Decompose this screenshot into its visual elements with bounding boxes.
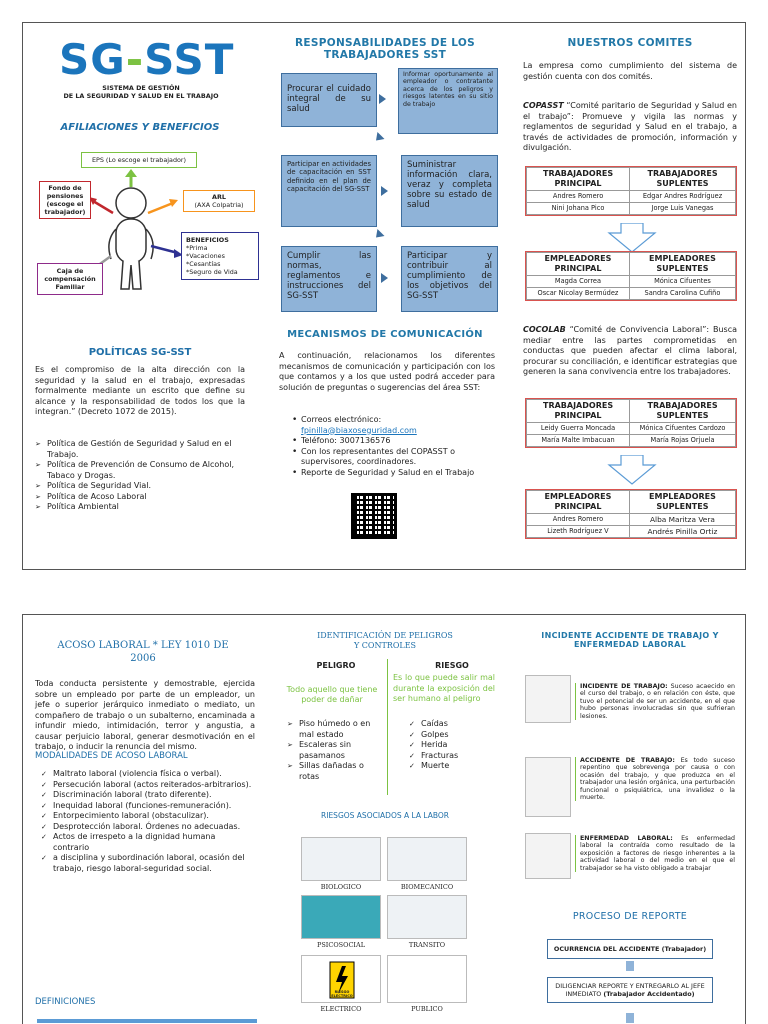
flow-step-2: Informar oportunamente al empleador o contratante acerca de los peligros y riesgos latentes en su sitio de trabajo [398, 68, 498, 134]
ident-title-line1: IDENTIFICACIÓN DE PELIGROS [317, 631, 453, 640]
riesgo-item: ✓ Muerte [409, 761, 495, 772]
peligro-definition: Todo aquello que tiene poder de dañar [286, 685, 378, 704]
politica-item: ➢ Política de Seguridad Vial. [35, 481, 247, 492]
flow-arrow-right [381, 273, 388, 283]
sg-sst-logo [59, 37, 234, 83]
electric-risk-sign-image [301, 955, 381, 1003]
modalidad-item: ✓ a disciplina y subordinación laboral, ocasión del trabajo, riesgo laboral-seguridad social. [41, 853, 253, 874]
logo-subtitle [41, 84, 241, 100]
table-row: Magda Correa Mónica Cifuentes [527, 276, 736, 288]
flow-arrow-down-left [372, 132, 384, 144]
modalidad-item: ✓ Maltrato laboral (violencia física o verbal). [41, 769, 253, 780]
acoso-text: Toda conducta persistente y demostrable, ejercida sobre un empleado por parte de un empleador, un jefe o superior jerárquico inmediato o mediato, un compañero de trabajo o un subalterno, encaminada a infundir miedo, intimidación, terror y angustia, a causar perjuicio laboral, generar desmotivación en el trabajo, o inducir la renuncia del mismo. [35, 679, 255, 751]
incidente-text: INCIDENTE DE TRABAJO: Suceso acaecido en el curso del trabajo, o en relación con éste, que tuvo el potencial de ser un accidente, en el que hubo personas involucradas sin que sufrieran lesiones. [575, 683, 735, 720]
dog-bite-image [301, 837, 381, 881]
definiciones-bar [37, 1019, 257, 1023]
table-row: Lizeth Rodríguez V Andrés Pinilla Ortiz [527, 526, 736, 538]
cocolab-text [523, 325, 737, 378]
enfermedad-text: ENFERMEDAD LABORAL: Es enfermedad laboral la contraída como resultado de la exposición a factores de riesgo inherentes a la actividad laboral o del medio en el que el trabajador se ha visto obligado a trabajar [575, 835, 735, 872]
riesgo-item: ✓ Herida [409, 740, 495, 751]
table-row: Leidy Guerra Moncada Mónica Cifuentes Cardozo [527, 423, 736, 435]
table-row: Andres Romero Alba Maritza Vera [527, 514, 736, 526]
mec-item: • Teléfono: 3007136576 [289, 436, 495, 447]
incidente-title-line2: ENFERMEDAD LABORAL [574, 640, 686, 649]
arrow-beneficios [151, 246, 178, 253]
table-row: Andres Romero Edgar Andres Rodríguez [527, 191, 736, 203]
table-row: Oscar Nicolay Bermúdez Sandra Carolina Cufiño [527, 288, 736, 300]
resp-title-line1: RESPONSABILIDADES DE LOS [295, 37, 475, 49]
resp-title-line2: TRABAJADORES SST [323, 49, 447, 61]
public-speaker-image [387, 955, 467, 1003]
beneficios-box [181, 232, 259, 280]
peligro-item: ➢ Escaleras sin pasamanos [287, 740, 383, 761]
politica-item: ➢ Política de Prevención de Consumo de Alcohol, Tabaco y Drogas. [35, 460, 247, 481]
table-header: TRABAJADORES SUPLENTES [630, 168, 736, 191]
desk-worker-image [387, 837, 467, 881]
definiciones-title: DEFINICIONES [35, 997, 96, 1007]
mecanismos-list [289, 415, 495, 478]
accidente-label: ACCIDENTE DE TRABAJO: [580, 757, 675, 764]
table-row: Nini Johana Pico Jorge Luis Vanegas [527, 203, 736, 215]
enfermedad-label: ENFERMEDAD LABORAL: [580, 835, 673, 842]
logo-dash: - [125, 35, 145, 84]
logo-sg: SG [59, 35, 126, 84]
modalidad-item: ✓ Desprotección laboral. Órdenes no adecuadas. [41, 822, 253, 833]
down-arrow-icon [607, 223, 657, 253]
politicas-title: POLÍTICAS SG-SST [88, 347, 192, 358]
column-divider [387, 659, 388, 795]
table-header: EMPLEADORES SUPLENTES [629, 491, 735, 514]
riesgo-item: ✓ Golpes [409, 730, 495, 741]
flow-step-6: Participar y contribuir al cumplimiento de los objetivos del SG-SST [401, 246, 498, 312]
riesgo-definition: Es lo que puede salir mal durante la exposición del ser humano al peligro [393, 673, 495, 703]
ident-title-line2: Y CONTROLES [353, 641, 417, 650]
caja-box: Caja de compensación Familiar [37, 263, 103, 295]
cocolab-name: COCOLAB [523, 325, 566, 334]
risk-caption: BIOLOGICO [320, 883, 362, 891]
stress-image [301, 895, 381, 939]
risk-caption: PUBLICO [411, 1005, 443, 1013]
peligro-item: ➢ Sillas dañadas o rotas [287, 761, 383, 782]
riesgo-item: ✓ Caídas [409, 719, 495, 730]
traffic-accident-image [387, 895, 467, 939]
table-row: María Malte Imbacuan María Rojas Orjuela [527, 435, 736, 447]
qr-code-icon[interactable] [351, 493, 397, 539]
brochure-front [22, 22, 746, 570]
copasst-name: COPASST [523, 101, 564, 110]
risk-caption: ELECTRICO [320, 1005, 362, 1013]
flow-arrow-right [381, 186, 388, 196]
eps-box: EPS (Lo escoge el trabajador) [81, 152, 197, 168]
incidente-label: INCIDENTE DE TRABAJO: [580, 683, 668, 690]
modalidad-item: ✓ Persecución laboral (actos reiterados-arbitrarios). [41, 780, 253, 791]
beneficio-item: *Prima [186, 244, 208, 252]
mecanismos-text: A continuación, relacionamos los diferentes mecanismos de comunicación y participación con los que contamos y a los que usted podrá acceder para solución de preguntas o sugerencias del área SST: [279, 351, 495, 392]
falling-worker-image [525, 757, 571, 817]
down-arrow-icon [607, 455, 657, 485]
proceso-step-2: DILIGENCIAR REPORTE Y ENTREGARLO AL JEFE INMEDIATO (Trabajador Accidentado) [547, 977, 713, 1003]
politica-item: ➢ Política de Gestión de Seguridad y Salud en el Trabajo. [35, 439, 247, 460]
modalidad-item: ✓ Discriminación laboral (trato diferente). [41, 790, 253, 801]
afiliaciones-title: AFILIACIONES Y BENEFICIOS [60, 122, 220, 133]
politica-item: ➢ Política Ambiental [35, 502, 247, 513]
risk-caption: BIOMECANICO [400, 883, 454, 891]
arl-provider: (AXA Colpatria) [194, 201, 244, 209]
proceso-title: PROCESO DE REPORTE [572, 911, 688, 922]
peligro-heading: PELIGRO [316, 661, 356, 670]
peligro-item: ➢ Piso húmedo o en mal estado [287, 719, 383, 740]
cocolab-desc: “Comité de Convivencia Laboral”: Busca mediar entre las partes comprometidas en conductas que pueden afectar el clima laboral, procurar su conciliación, e identificar estrategias que generen la sana convivencia entre los trabajadores. [523, 325, 737, 376]
beneficios-title: BENEFICIOS [186, 236, 229, 244]
person-icon [109, 188, 153, 289]
modalidad-item: ✓ Entorpecimiento laboral (obstaculizar). [41, 811, 253, 822]
copasst-desc: “Comité paritario de Seguridad y Salud en el trabajo”: Promueve y vigila las normas y reglamentos de seguridad y Salud en el trabajo, a través de actividades de promoción, información y divulgación. [523, 101, 737, 152]
slipping-worker-image [525, 675, 571, 723]
cocolab-empleadores-table [525, 489, 737, 539]
riesgos-title: RIESGOS ASOCIADOS A LA LABOR [321, 811, 449, 820]
risk-caption: PSICOSOCIAL [316, 941, 366, 949]
logo-sub-line2: DE LA SEGURIDAD Y SALUD EN EL TRABAJO [63, 92, 219, 100]
mec-email-label: Correos electrónico: [301, 415, 382, 424]
peligro-list [287, 719, 383, 782]
arrow-arl [148, 203, 173, 213]
incidente-title [517, 631, 743, 649]
table-header: TRABAJADORES PRINCIPAL [527, 400, 630, 423]
flow-step-4: Suministrar información clara, veraz y completa sobre su estado de salud [401, 155, 498, 227]
politica-item: ➢ Política de Acoso Laboral [35, 492, 247, 503]
cocolab-trabajadores-table [525, 398, 737, 448]
arl-box [183, 190, 255, 212]
accidente-text: ACCIDENTE DE TRABAJO: Es todo suceso repentino que sobrevenga por causa o con ocasión del trabajo, y que produzca en el trabajador una lesión orgánica, una perturbación funcional o psiquiátrica, una invalidez o la muerte. [575, 757, 735, 801]
politicas-text: Es el compromiso de la alta dirección con la seguridad y la salud en el trabajo, expresadas formalmente mediante un escrito que define su alcance y la responsabilidad de todos los que la integran.” (Decreto 1072 de 2015). [35, 365, 245, 416]
logo-sst: SST [144, 35, 235, 84]
identificacion-title [275, 631, 495, 651]
table-header: EMPLEADORES SUPLENTES [629, 253, 735, 276]
acoso-title: ACOSO LABORAL * LEY 1010 DE 2006 [57, 640, 229, 664]
incidente-title-line1: INCIDENTE ACCIDENTE DE TRABAJO Y [541, 631, 719, 640]
beneficio-item: *Cesantías [186, 260, 221, 268]
comites-title: NUESTROS COMITES [567, 37, 693, 49]
proceso-step-1: OCURRENCIA DEL ACCIDENTE (Trabajador) [547, 939, 713, 959]
modalidad-item: ✓ Inequidad laboral (funciones-remuneración). [41, 801, 253, 812]
flow-arrow-right [379, 94, 386, 104]
mec-item-email [289, 415, 495, 436]
fondo-box: Fondo de pensiones (escoge el trabajador) [39, 181, 91, 219]
table-header: EMPLEADORES PRINCIPAL [527, 253, 630, 276]
copasst-trabajadores-table [525, 166, 737, 216]
flow-step-5: Cumplir las normas, reglamentos e instrucciones del SG-SST [281, 246, 377, 312]
mec-email-link[interactable]: fpinilla@biaxoseguridad.com [301, 425, 417, 435]
modalidad-item: ✓ Actos de irrespeto a la dignidad humana contrario [41, 832, 253, 853]
beneficio-item: *Vacaciones [186, 252, 225, 260]
table-header: TRABAJADORES SUPLENTES [630, 400, 736, 423]
politicas-list [35, 439, 247, 513]
flow-arrow-down-left [372, 229, 384, 241]
flow-step-3: Participar en actividades de capacitación en SST definido en el plan de capacitación del SG-SST [281, 155, 377, 227]
copasst-text [523, 101, 737, 154]
comites-text: La empresa como cumplimiento del sistema de gestión cuenta con dos comités. [523, 61, 737, 81]
logo-sub-line1: SISTEMA DE GESTIÓN [102, 84, 180, 92]
arrow-fondo [93, 201, 113, 213]
table-header: TRABAJADORES PRINCIPAL [527, 168, 630, 191]
risk-caption: TRANSITO [408, 941, 446, 949]
down-arrow-icon [626, 1013, 634, 1023]
riesgo-sign-label: RIESGO ELECTRICO [331, 990, 353, 998]
modalidades-list [41, 769, 253, 874]
riesgo-heading: RIESGO [435, 661, 469, 670]
down-arrow-icon [626, 961, 634, 971]
mecanismos-title: MECANISMOS DE COMUNICACIÓN [287, 329, 483, 340]
riesgo-item: ✓ Fracturas [409, 751, 495, 762]
mec-item: • Reporte de Seguridad y Salud en el Trabajo [289, 468, 495, 479]
flow-step-1: Procurar el cuidado integral de su salud [281, 73, 377, 127]
riesgo-list [409, 719, 495, 772]
injured-hand-image [525, 833, 571, 879]
responsabilidades-title [275, 37, 495, 61]
brochure-back [22, 614, 746, 1024]
beneficio-item: *Seguro de Vida [186, 268, 238, 276]
modalidades-title: MODALIDADES DE ACOSO LABORAL [35, 751, 188, 761]
table-header: EMPLEADORES PRINCIPAL [527, 491, 630, 514]
mec-item: • Con los representantes del COPASST o supervisores, coordinadores. [289, 447, 495, 468]
arl-label: ARL [212, 193, 226, 201]
copasst-empleadores-table [525, 251, 737, 301]
